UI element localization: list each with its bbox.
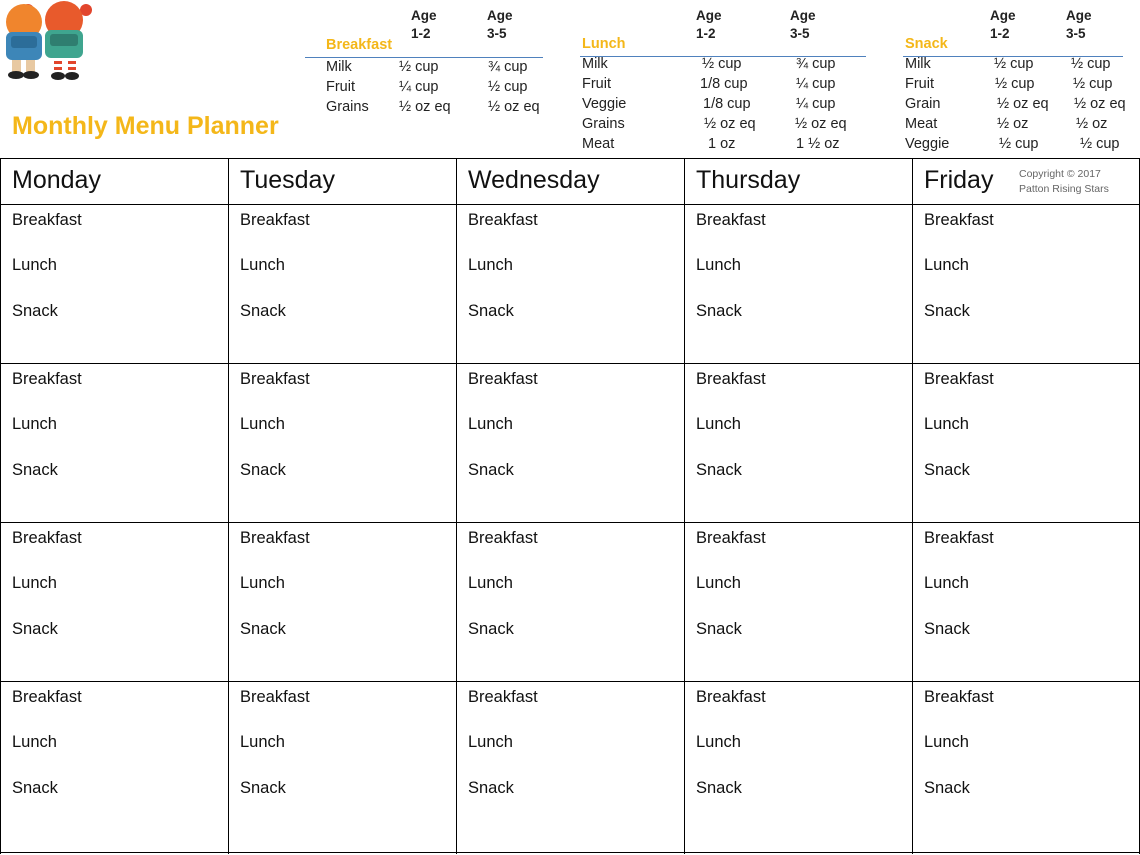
meal-label-breakfast: Breakfast xyxy=(468,211,538,229)
meal-label-lunch: Lunch xyxy=(924,574,969,592)
meal-label-snack: Snack xyxy=(924,461,970,479)
day-header-tuesday: Tuesday xyxy=(240,166,335,194)
meal-label-snack: Snack xyxy=(468,302,514,320)
day-header-monday: Monday xyxy=(12,166,101,194)
copyright-notice: Copyright © 2017 Patton Rising Stars xyxy=(1019,168,1109,195)
meal-label-snack: Snack xyxy=(924,302,970,320)
meal-label-breakfast: Breakfast xyxy=(240,688,310,706)
meal-label-breakfast: Breakfast xyxy=(12,370,82,388)
meal-label-lunch: Lunch xyxy=(468,415,513,433)
meal-label-snack: Snack xyxy=(12,620,58,638)
meal-label-breakfast: Breakfast xyxy=(240,529,310,547)
meal-label-breakfast: Breakfast xyxy=(924,211,994,229)
meal-label-lunch: Lunch xyxy=(240,256,285,274)
meal-label-lunch: Lunch xyxy=(468,574,513,592)
day-header-friday: Friday xyxy=(924,166,994,194)
meal-label-snack: Snack xyxy=(924,620,970,638)
day-header-wednesday: Wednesday xyxy=(468,166,600,194)
meal-label-lunch: Lunch xyxy=(468,256,513,274)
meal-label-breakfast: Breakfast xyxy=(240,211,310,229)
meal-label-lunch: Lunch xyxy=(924,415,969,433)
meal-label-breakfast: Breakfast xyxy=(12,211,82,229)
meal-label-lunch: Lunch xyxy=(924,256,969,274)
meal-label-snack: Snack xyxy=(924,779,970,797)
meal-label-snack: Snack xyxy=(240,461,286,479)
age-header-1-2: Age 1-2 xyxy=(411,8,437,41)
meal-label-snack: Snack xyxy=(696,620,742,638)
grid-line xyxy=(0,158,1,854)
meal-label-snack: Snack xyxy=(468,620,514,638)
meal-label-breakfast: Breakfast xyxy=(240,370,310,388)
grid-line xyxy=(0,681,1140,682)
meal-label-snack: Snack xyxy=(696,461,742,479)
grid-line xyxy=(0,204,1140,205)
age-header-3-5: Age 3-5 xyxy=(487,8,513,41)
grid-line xyxy=(684,158,685,854)
meal-label-breakfast: Breakfast xyxy=(696,370,766,388)
meal-label-lunch: Lunch xyxy=(12,415,57,433)
meal-caption: Breakfast xyxy=(326,37,393,53)
meal-label-lunch: Lunch xyxy=(696,574,741,592)
meal-label-breakfast: Breakfast xyxy=(696,529,766,547)
meal-label-breakfast: Breakfast xyxy=(924,370,994,388)
grid-line xyxy=(0,852,1140,853)
meal-caption: Lunch xyxy=(582,36,626,52)
meal-label-snack: Snack xyxy=(468,461,514,479)
kids-with-backpacks-icon xyxy=(2,0,94,82)
meal-label-lunch: Lunch xyxy=(240,733,285,751)
meal-label-lunch: Lunch xyxy=(696,415,741,433)
age-header-3-5: Age 3-5 xyxy=(1066,8,1092,41)
meal-label-lunch: Lunch xyxy=(924,733,969,751)
meal-label-snack: Snack xyxy=(696,302,742,320)
meal-label-breakfast: Breakfast xyxy=(924,688,994,706)
age-header-3-5: Age 3-5 xyxy=(790,8,816,41)
meal-label-snack: Snack xyxy=(240,779,286,797)
grid-line xyxy=(0,363,1140,364)
meal-label-breakfast: Breakfast xyxy=(924,529,994,547)
meal-label-breakfast: Breakfast xyxy=(12,529,82,547)
meal-label-breakfast: Breakfast xyxy=(468,688,538,706)
meal-label-snack: Snack xyxy=(12,302,58,320)
meal-label-snack: Snack xyxy=(240,620,286,638)
meal-label-snack: Snack xyxy=(12,779,58,797)
meal-label-snack: Snack xyxy=(468,779,514,797)
menu-calendar-grid xyxy=(0,158,1140,854)
age-header-1-2: Age 1-2 xyxy=(696,8,722,41)
meal-label-lunch: Lunch xyxy=(696,256,741,274)
page-title: Monthly Menu Planner xyxy=(12,112,279,140)
grid-line xyxy=(0,522,1140,523)
meal-label-breakfast: Breakfast xyxy=(12,688,82,706)
meal-label-lunch: Lunch xyxy=(12,733,57,751)
meal-label-breakfast: Breakfast xyxy=(468,529,538,547)
meal-label-lunch: Lunch xyxy=(12,574,57,592)
meal-label-breakfast: Breakfast xyxy=(696,688,766,706)
meal-label-lunch: Lunch xyxy=(12,256,57,274)
meal-label-lunch: Lunch xyxy=(468,733,513,751)
grid-line xyxy=(228,158,229,854)
grid-line xyxy=(912,158,913,854)
divider xyxy=(305,57,543,58)
meal-caption: Snack xyxy=(905,36,948,52)
meal-label-breakfast: Breakfast xyxy=(696,211,766,229)
grid-line xyxy=(0,158,1140,159)
meal-label-snack: Snack xyxy=(240,302,286,320)
age-header-1-2: Age 1-2 xyxy=(990,8,1016,41)
meal-label-lunch: Lunch xyxy=(696,733,741,751)
day-header-thursday: Thursday xyxy=(696,166,801,194)
meal-label-lunch: Lunch xyxy=(240,574,285,592)
meal-label-breakfast: Breakfast xyxy=(468,370,538,388)
meal-label-snack: Snack xyxy=(12,461,58,479)
grid-line xyxy=(456,158,457,854)
meal-label-snack: Snack xyxy=(696,779,742,797)
meal-label-lunch: Lunch xyxy=(240,415,285,433)
